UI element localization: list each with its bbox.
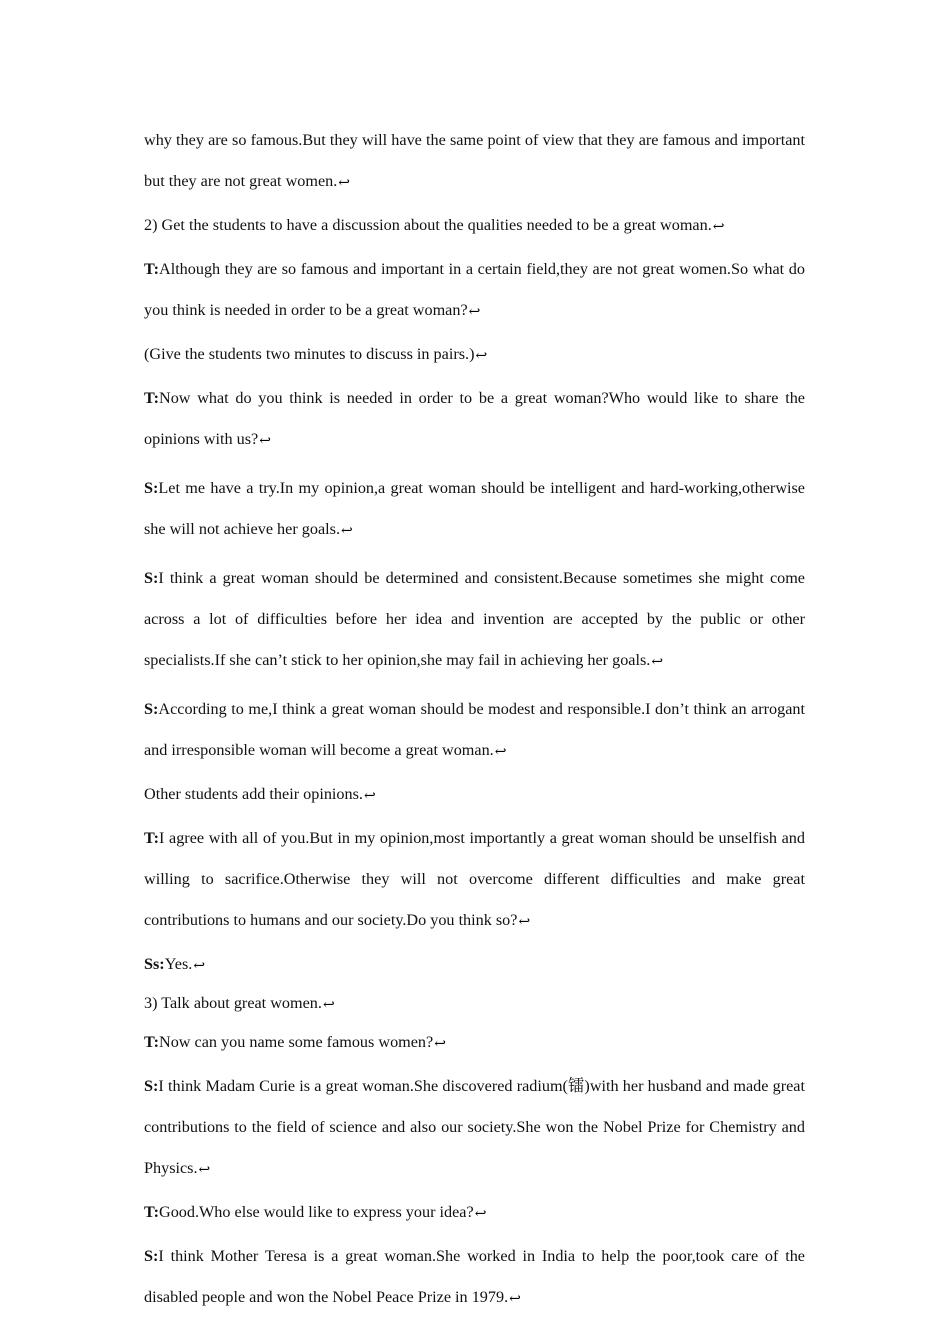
paragraph-text: Now what do you think is needed in order to be a great woman?Who would like to share the opinions with us? (144, 389, 805, 448)
paragraph-return-mark-icon: ↩ (434, 1037, 446, 1052)
paragraph-text: Now can you name some famous women? (159, 1033, 434, 1051)
paragraph-text: 3) Talk about great women. (144, 994, 322, 1012)
paragraph (144, 988, 805, 1021)
paragraph-return-mark-icon: ↩ (475, 349, 488, 364)
paragraph (144, 378, 805, 462)
speaker-label: Ss: (144, 955, 165, 973)
paragraph-return-mark-icon: ↩ (322, 998, 335, 1013)
speaker-label: S: (144, 569, 159, 587)
paragraph-return-mark-icon: ↩ (651, 655, 664, 670)
paragraph-return-mark-icon: ↩ (193, 959, 206, 974)
paragraph-text: Other students add their opinions. (144, 785, 363, 803)
paragraph (144, 558, 805, 683)
speaker-label: S: (144, 479, 159, 497)
paragraph-text: I think Mother Teresa is a great woman.She worked in India to help the poor,took care of the disabled people and won the Nobel Peace Prize in 1979. (144, 1247, 805, 1306)
paragraph-return-mark-icon: ↩ (509, 1292, 521, 1307)
speaker-label: S: (144, 700, 159, 718)
paragraph-return-mark-icon: ↩ (338, 176, 351, 191)
paragraph-return-mark-icon: ↩ (341, 524, 353, 539)
paragraph (144, 1066, 805, 1191)
paragraph-text: Good.Who else would like to express your idea? (159, 1203, 474, 1221)
paragraph (144, 818, 805, 943)
paragraph (144, 779, 805, 812)
paragraph-text: I agree with all of you.But in my opinion,most importantly a great woman should be unselfish and willing to sacrifice.Otherwise they will not overcome different difficulties and make great contributions to humans and our society.Do you think so? (144, 829, 805, 929)
paragraph-return-mark-icon: ↩ (198, 1163, 211, 1178)
paragraph-text: Although they are so famous and important in a certain field,they are not great women.So what do you think is needed in order to be a great woman? (144, 260, 805, 319)
paragraph-return-mark-icon: ↩ (518, 915, 531, 930)
paragraph (144, 339, 805, 372)
speaker-label: S: (144, 1247, 159, 1265)
speaker-label: T: (144, 260, 159, 278)
paragraph-text: I think Madam Curie is a great woman.She discovered radium(镭)with her husband and made great contributions to the field of science and also our society.She won the Nobel Prize for Chemistry and Physics. (144, 1077, 805, 1177)
paragraph-return-mark-icon: ↩ (363, 789, 376, 804)
paragraph (144, 1236, 805, 1320)
paragraph (144, 120, 805, 204)
speaker-label: T: (144, 1033, 159, 1051)
paragraph-text: 2) Get the students to have a discussion about the qualities needed to be a great woman. (144, 216, 712, 234)
paragraph (144, 1197, 805, 1230)
paragraph (144, 1027, 805, 1060)
paragraph-return-mark-icon: ↩ (468, 305, 481, 320)
paragraph-text: (Give the students two minutes to discuss in pairs.) (144, 345, 475, 363)
paragraph-return-mark-icon: ↩ (494, 745, 507, 760)
paragraph-return-mark-icon: ↩ (259, 434, 271, 449)
document-body (144, 120, 805, 1326)
paragraph-text: I think a great woman should be determined and consistent.Because sometimes she might come across a lot of difficulties before her idea and invention are accepted by the public or other specialists.If she can’t stick to her opinion,she may fail in achieving her goals. (144, 569, 805, 669)
speaker-label: T: (144, 389, 159, 407)
paragraph (144, 689, 805, 773)
paragraph-return-mark-icon: ↩ (712, 220, 725, 235)
paragraph (144, 210, 805, 243)
paragraph-text: Yes. (164, 955, 193, 973)
paragraph (144, 249, 805, 333)
paragraph-text: Let me have a try.In my opinion,a great woman should be intelligent and hard-working,otherwise she will not achieve her goals. (144, 479, 805, 538)
paragraph-text: According to me,I think a great woman should be modest and responsible.I don’t think an arrogant and irresponsible woman will become a great woman. (144, 700, 805, 759)
paragraph (144, 949, 805, 982)
paragraph (144, 468, 805, 552)
paragraph-text: why they are so famous.But they will have the same point of view that they are famous and important but they are not great women. (144, 131, 805, 190)
paragraph-return-mark-icon: ↩ (474, 1207, 487, 1222)
speaker-label: T: (144, 1203, 159, 1221)
speaker-label: T: (144, 829, 159, 847)
speaker-label: S: (144, 1077, 159, 1095)
